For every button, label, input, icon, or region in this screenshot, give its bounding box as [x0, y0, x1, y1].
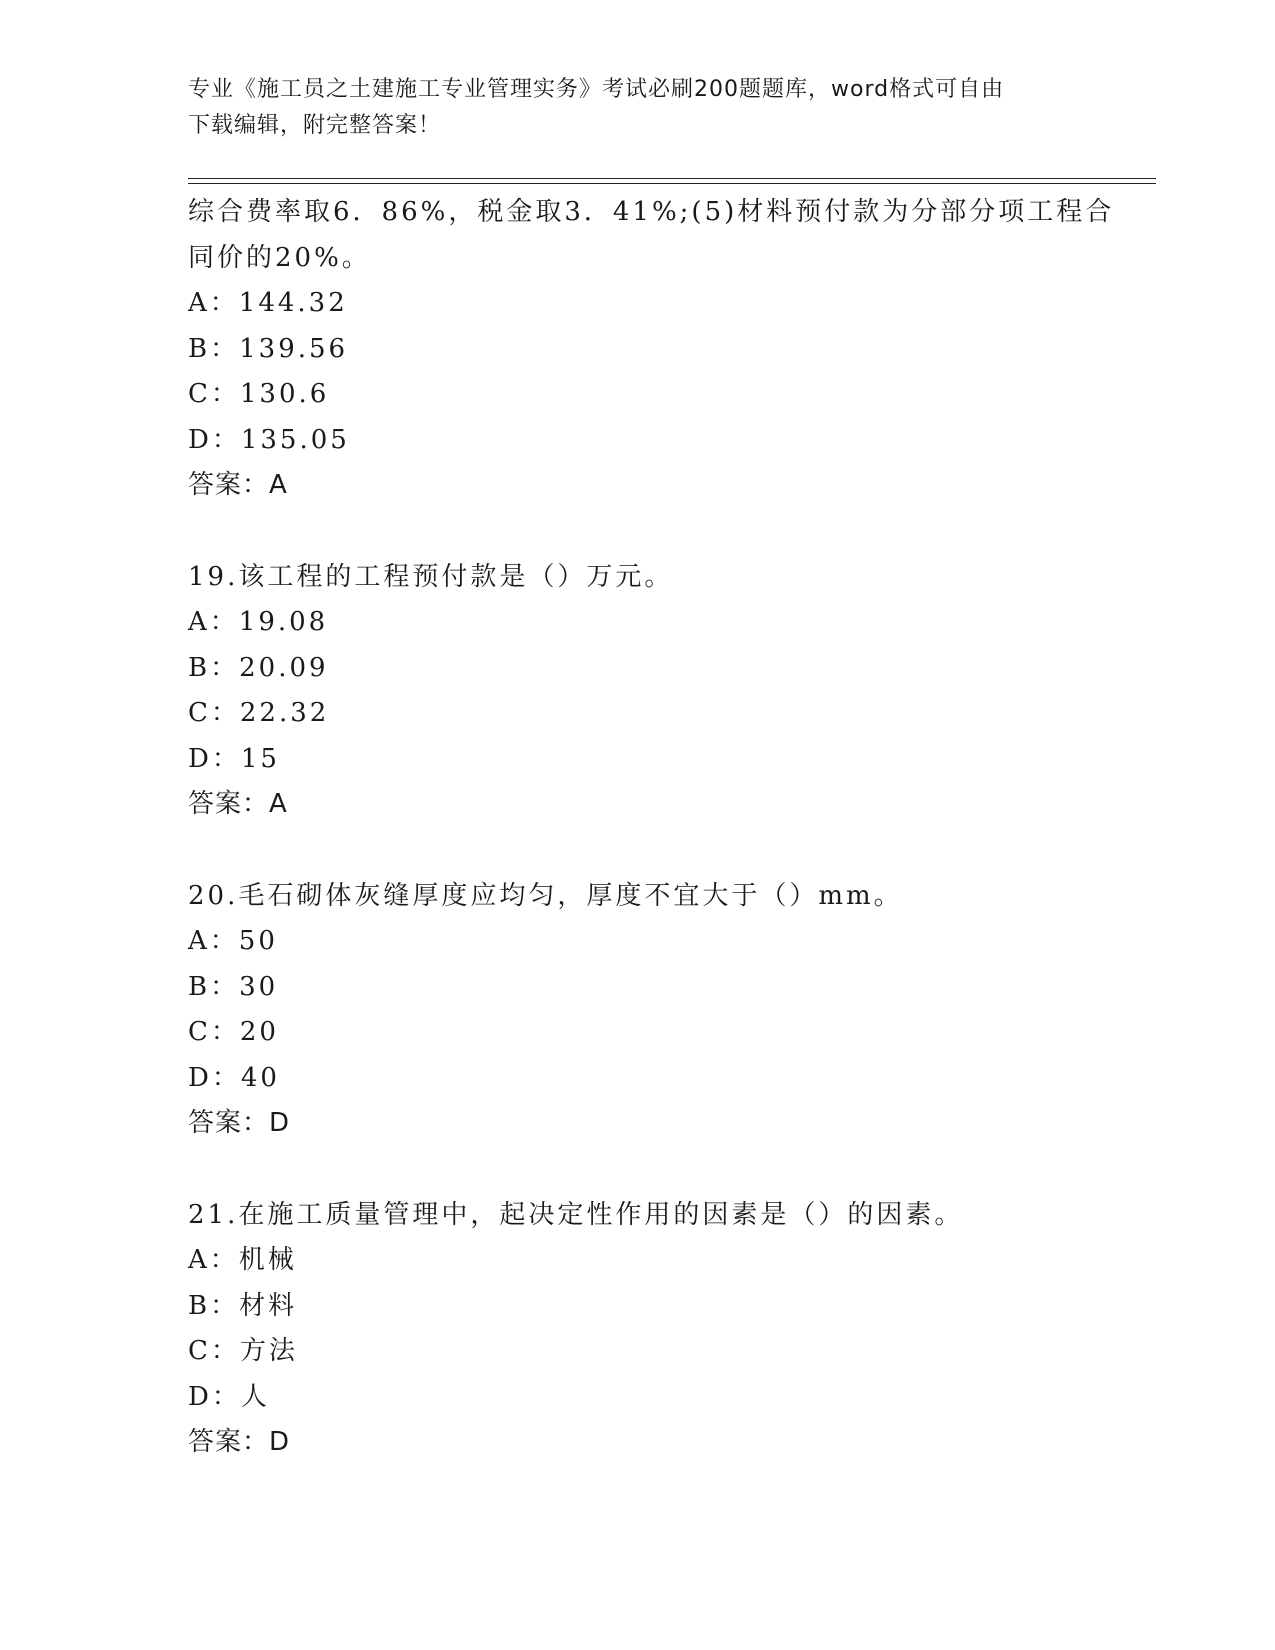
spacer: [188, 1147, 1088, 1193]
spacer: [188, 509, 1088, 555]
header-title-line-2: 下载编辑，附完整答案！: [188, 113, 442, 138]
header-divider-bottom: [188, 183, 1156, 184]
option-a: A：19.08: [188, 607, 329, 637]
question-stem: 21.在施工质量管理中，起决定性作用的因素是（）的因素。: [188, 1199, 964, 1230]
option-c: C：130.6: [188, 379, 330, 409]
spacer: [188, 828, 1088, 874]
option-a: A：144.32: [188, 288, 348, 318]
header-divider-top: [188, 178, 1156, 179]
document-header: [188, 72, 1068, 144]
question-19: [188, 555, 1088, 828]
answer-line: 答案：A: [188, 789, 288, 819]
option-b: B：30: [188, 971, 279, 1002]
question-stem-line: 综合费率取6．86%，税金取3．41%;(5)材料预付款为分部分项工程合: [188, 197, 1115, 227]
option-b: B：材料: [188, 1290, 298, 1321]
answer-line: 答案：A: [188, 470, 288, 500]
header-title-line-1: 专业《施工员之土建施工专业管理实务》考试必刷200题题库，word格式可自由: [188, 77, 1005, 102]
question-18-continuation: [188, 190, 1115, 509]
option-a: A：50: [188, 926, 278, 956]
answer-line: 答案：D: [188, 1108, 291, 1138]
option-b: B：20.09: [188, 652, 329, 683]
question-stem: 19.该工程的工程预付款是（）万元。: [188, 561, 674, 592]
option-a: A：机械: [188, 1245, 297, 1275]
question-stem-line: 同价的20%。: [188, 242, 371, 273]
question-list: [188, 190, 1115, 1466]
answer-line: 答案：D: [188, 1427, 291, 1457]
option-d: D：40: [188, 1062, 280, 1093]
option-d: D：15: [188, 743, 280, 774]
option-d: D：135.05: [188, 424, 350, 455]
option-d: D：人: [188, 1381, 270, 1412]
question-20: [188, 874, 1088, 1147]
option-c: C：20: [188, 1017, 279, 1047]
question-21: [188, 1193, 1088, 1466]
option-b: B：139.56: [188, 333, 349, 364]
question-stem: 20.毛石砌体灰缝厚度应均匀，厚度不宜大于（）mm。: [188, 880, 903, 911]
option-c: C：方法: [188, 1336, 298, 1366]
option-c: C：22.32: [188, 698, 330, 728]
